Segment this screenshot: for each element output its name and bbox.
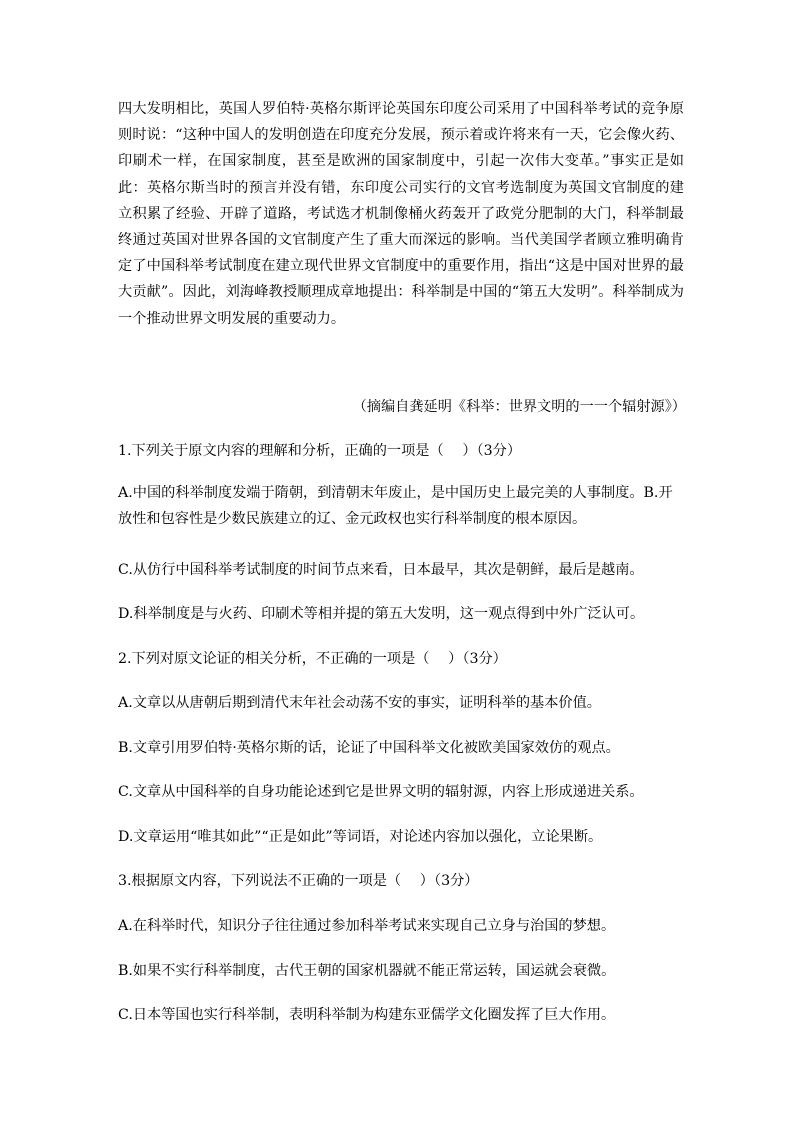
question-3-option-c: C.日本等国也实行科举制，表明科举制为构建东亚儒学文化圈发挥了巨大作用。 [118, 1007, 616, 1023]
question-3-option-a: A.在科举时代，知识分子往往通过参加科举考试来实现自己立身与治国的梦想。 [118, 918, 616, 934]
question-1-stem: 1.下列关于原文内容的理解和分析，正确的一项是（ ）（3分） [118, 443, 522, 459]
question-2-option-c: C.文章从中国科举的自身功能论述到它是世界文明的辐射源，内容上形成递进关系。 [118, 784, 644, 800]
question-2-stem: 2.下列对原文论证的相关分析，不正确的一项是（ ）（3分） [118, 651, 507, 667]
question-1-option-c: C.从仿行中国科举考试制度的时间节点来看，日本最早，其次是朝鲜，最后是越南。 [118, 562, 644, 578]
question-2-option-d: D.文章运用“唯其如此”“正是如此”等词语，对论述内容加以强化，立论果断。 [118, 829, 603, 845]
question-2-option-a: A.文章以从唐朝后期到清代末年社会动荡不安的事实，证明科举的基本价值。 [118, 695, 601, 711]
question-1-option-d: D.科举制度是与火药、印刷术等相并提的第五大发明，这一观点得到中外广泛认可。 [118, 606, 645, 622]
question-2-option-b: B.文章引用罗伯特·英格尔斯的话，论证了中国科举文化被欧美国家效仿的观点。 [118, 740, 620, 756]
question-1-option-a-b: A.中国的科举制度发端于隋朝，到清朝末年废止，是中国历史上最完美的人事制度。B.开放性和包容性是少数民族建立的辽、金元政权也实行科举制度的根本原因。 [118, 485, 673, 527]
passage-source: （摘编自龚延明《科举：世界文明的一一个辐射源》） [352, 399, 686, 415]
question-3-option-b: B.如果不实行科举制度，古代王朝的国家机器就不能正常运转，国运就会衰微。 [118, 963, 616, 979]
passage-text: 四大发明相比，英国人罗伯特·英格尔斯评论英国东印度公司采用了中国科举考试的竞争原则时说：“这种中国人的发明创造在印度充分发展，预示着或许将来有一天，它会像火药、印刷术一样，在国家制度，甚至是欧洲的国家制度中，引起一次伟大变革。”事实正是如此：英格尔斯当时的预言并没有错，东印度公司实行的文官考选制度为英国文官制度的建立积累了经验、开辟了道路，考试选才机制像桶火药轰开了政党分肥制的大门，科举制最终通过英国对世界各国的文官制度产生了重大而深远的影响。当代美国学者顾立雅明确肯定了中国科举考试制度在建立现代世界文官制度中的重要作用，指出“这是中国对世界的最大贡献”。因此，刘海峰教授顺理成章地提出：科举制是中国的“第五大发明”。科举制成为一个推动世界文明发展的重要动力。 [118, 101, 684, 327]
question-3-stem: 3.根据原文内容，下列说法不正确的一项是（ ）（3分） [118, 873, 479, 889]
